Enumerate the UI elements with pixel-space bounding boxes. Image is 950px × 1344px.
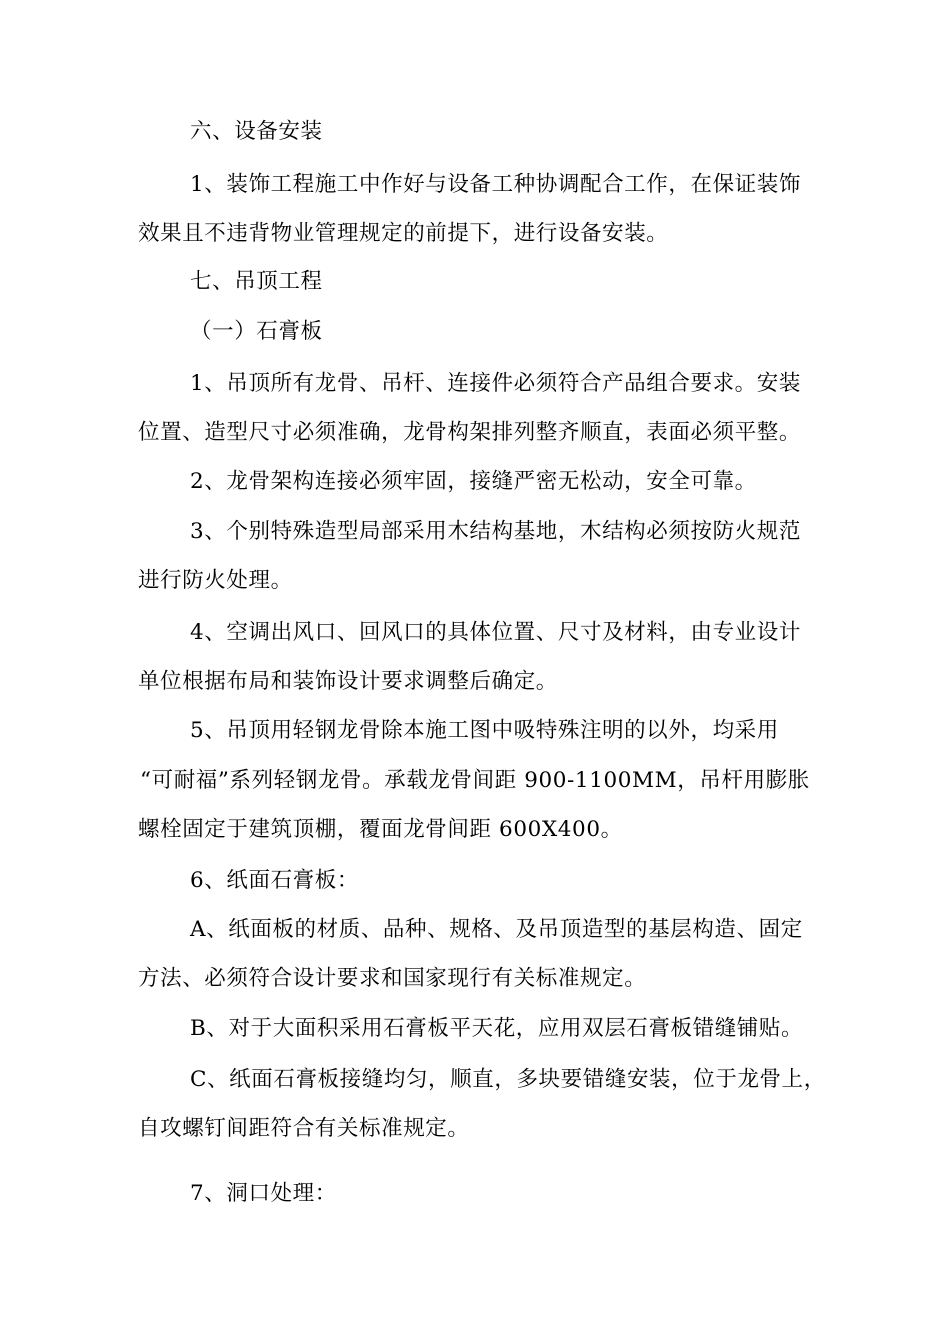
paragraph-line: B、对于大面积采用石膏板平天花，应用双层石膏板错缝铺贴。	[190, 1016, 804, 1041]
paragraph-line: 螺栓固定于建筑顶棚，覆面龙骨间距 600X400。	[138, 817, 623, 842]
section-heading-ceiling: 七、吊顶工程	[190, 269, 323, 294]
paragraph-line: 1、吊顶所有龙骨、吊杆、连接件必须符合产品组合要求。安装	[190, 371, 801, 396]
paragraph-line: 单位根据布局和装饰设计要求调整后确定。	[138, 669, 558, 694]
section-heading-equipment: 六、设备安装	[190, 119, 323, 144]
paragraph-line: C、纸面石膏板接缝均匀，顺直，多块要错缝安装，位于龙骨上，	[190, 1067, 826, 1092]
paragraph-line: 方法、必须符合设计要求和国家现行有关标准规定。	[138, 966, 647, 991]
paragraph-line: 4、空调出风口、回风口的具体位置、尺寸及材料，由专业设计	[190, 620, 801, 645]
paragraph-line: A、纸面板的材质、品种、规格、及吊顶造型的基层构造、固定	[190, 917, 803, 942]
paragraph-line: “可耐福”系列轻钢龙骨。承载龙骨间距 900-1100MM，吊杆用膨胀	[140, 768, 810, 793]
subsection-heading-paper-gypsum: 6、纸面石膏板：	[190, 868, 359, 893]
subsection-heading-openings: 7、洞口处理：	[190, 1181, 337, 1206]
paragraph-line: 位置、造型尺寸必须准确，龙骨构架排列整齐顺直，表面必须平整。	[138, 420, 802, 445]
paragraph-line: 效果且不违背物业管理规定的前提下，进行设备安装。	[138, 221, 669, 246]
paragraph-line: 3、个别特殊造型局部采用木结构基地，木结构必须按防火规范	[190, 519, 801, 544]
subsection-heading-gypsum: （一）石膏板	[190, 319, 323, 344]
paragraph-line: 5、吊顶用轻钢龙骨除本施工图中吸特殊注明的以外，均采用	[190, 718, 779, 743]
paragraph-line: 2、龙骨架构连接必须牢固，接缝严密无松动，安全可靠。	[190, 469, 757, 494]
paragraph-line: 1、装饰工程施工中作好与设备工种协调配合工作，在保证装饰	[190, 172, 801, 197]
paragraph-line: 自攻螺钉间距符合有关标准规定。	[138, 1116, 470, 1141]
paragraph-line: 进行防火处理。	[138, 568, 293, 593]
